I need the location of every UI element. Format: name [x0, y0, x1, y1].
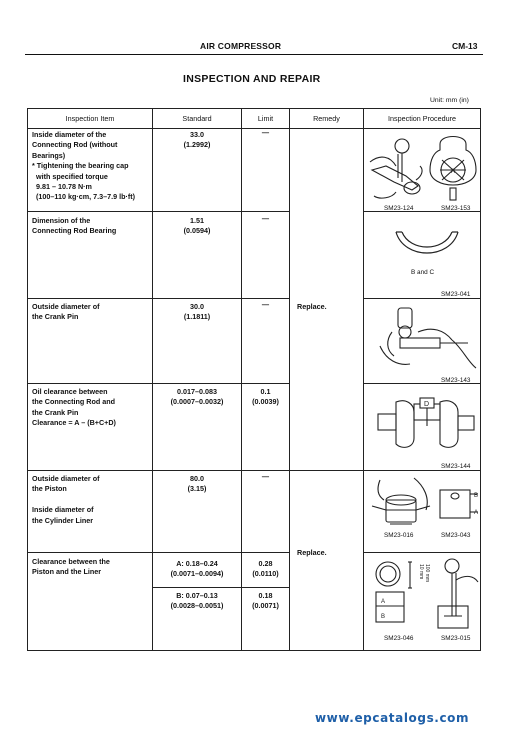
- col-header-limit: Limit: [257, 114, 274, 123]
- bearing-shell-illustration: [392, 226, 462, 266]
- bearing-b-and-c-label: B and C: [411, 269, 435, 276]
- row4-limit: 0.1 (0.0039): [252, 387, 279, 407]
- row6-limit-b: 0.18 (0.0071): [252, 591, 279, 611]
- table-border-left: [27, 108, 28, 651]
- liner-tag-a: A: [474, 510, 479, 516]
- unit-note: Unit: mm (in): [430, 97, 469, 104]
- row3-item: Outside diameter of the Crank Pin: [32, 302, 100, 322]
- row5-standard: 80.0 (3.15): [187, 474, 207, 494]
- row-rule-5: [27, 552, 290, 553]
- fig-label-sm23-144: SM23-144: [441, 463, 471, 470]
- remedy-replace-1: Replace.: [297, 302, 327, 311]
- page-number: CM-13: [452, 41, 478, 51]
- bore-section-illustration: [428, 130, 478, 204]
- row1-item: Inside diameter of the Connecting Rod (without Bearings) * Tightening the bearing cap with specified torque 9.81 – 10.78 N·m (100–110 kg·cm, 7.3–7.9 lb·ft): [32, 130, 136, 202]
- fig-label-sm23-046: SM23-046: [384, 635, 414, 642]
- remedy-replace-2: Replace.: [297, 548, 327, 557]
- row4-item: Oil clearance between the Connecting Rod and the Crank Pin Clearance = A – (B+C+D): [32, 387, 116, 428]
- row-rule-6-split: [152, 587, 290, 588]
- fig-label-sm23-153: SM23-153: [441, 205, 471, 212]
- row6-item: Clearance between the Piston and the Liner: [32, 557, 110, 577]
- row1-limit: —: [261, 128, 270, 137]
- fig-label-sm23-124: SM23-124: [384, 205, 414, 212]
- row-rule-5b: [363, 552, 481, 553]
- table-border-bottom: [27, 650, 481, 651]
- row3-limit: —: [261, 300, 270, 309]
- fig-label-sm23-143: SM23-143: [441, 377, 471, 384]
- col-header-remedy: Remedy: [313, 114, 340, 123]
- bore-tag-a: A: [451, 169, 456, 175]
- page-header-section: AIR COMPRESSOR: [200, 41, 282, 51]
- col-header-procedure: Inspection Procedure: [388, 114, 456, 123]
- piston-tag-a: A: [381, 599, 386, 605]
- row6-limit-a: 0.28 (0.0110): [252, 559, 279, 579]
- fig-label-sm23-043: SM23-043: [441, 532, 471, 539]
- table-border-right: [480, 108, 481, 651]
- col-header-item: Inspection Item: [65, 114, 115, 123]
- liner-tag-b: B: [474, 493, 479, 499]
- row2-limit: —: [261, 214, 270, 223]
- row6-standard-b: B: 0.07–0.13 (0.0028–0.0051): [170, 591, 224, 611]
- row6-standard-a: A: 0.18–0.24 (0.0071–0.0094): [170, 559, 224, 579]
- row-rule-1: [27, 211, 290, 212]
- row4-standard: 0.017–0.083 (0.0007–0.0032): [170, 387, 224, 407]
- micrometer-crank-pin-illustration: [372, 302, 478, 372]
- piston-measuring-points-illustration: [368, 558, 428, 630]
- fig-label-sm23-041: SM23-041: [441, 291, 471, 298]
- dim-100mm-label: 100 mm: [424, 564, 430, 583]
- fig-label-sm23-016: SM23-016: [384, 532, 414, 539]
- row2-item: Dimension of the Connecting Rod Bearing: [32, 216, 117, 236]
- row-rule-2b: [363, 298, 481, 299]
- row2-standard: 1.51 (0.0594): [183, 216, 211, 236]
- row-rule-2: [27, 298, 290, 299]
- col-line-3: [289, 108, 290, 651]
- row5-item: Outside diameter of the Piston Inside diameter of the Cylinder Liner: [32, 474, 100, 525]
- connecting-rod-bore-gauge-illustration: [366, 132, 426, 204]
- col-header-standard: Standard: [182, 114, 212, 123]
- watermark-link[interactable]: www.epcatalogs.com: [315, 711, 470, 725]
- fig-label-sm23-015: SM23-015: [441, 635, 471, 642]
- row5-limit: —: [261, 472, 270, 481]
- row-rule-3: [27, 383, 290, 384]
- row1-standard: 33.0 (1.2992): [183, 130, 211, 150]
- crankshaft-illustration: [376, 388, 476, 460]
- crank-tag-d: D: [424, 401, 430, 408]
- row-rule-4: [27, 470, 481, 471]
- row3-standard: 30.0 (1.1811): [183, 302, 211, 322]
- piston-micrometer-illustration: [370, 476, 432, 530]
- table-border-top: [27, 108, 481, 109]
- page-title: INSPECTION AND REPAIR: [183, 73, 321, 85]
- cylinder-gauge-illustration: [430, 556, 480, 632]
- piston-tag-b: B: [381, 614, 386, 620]
- cylinder-liner-section-illustration: [436, 484, 482, 524]
- dim-10mm-label: 10 mm: [418, 564, 424, 580]
- header-rule: [25, 54, 483, 55]
- col-line-4: [363, 108, 364, 651]
